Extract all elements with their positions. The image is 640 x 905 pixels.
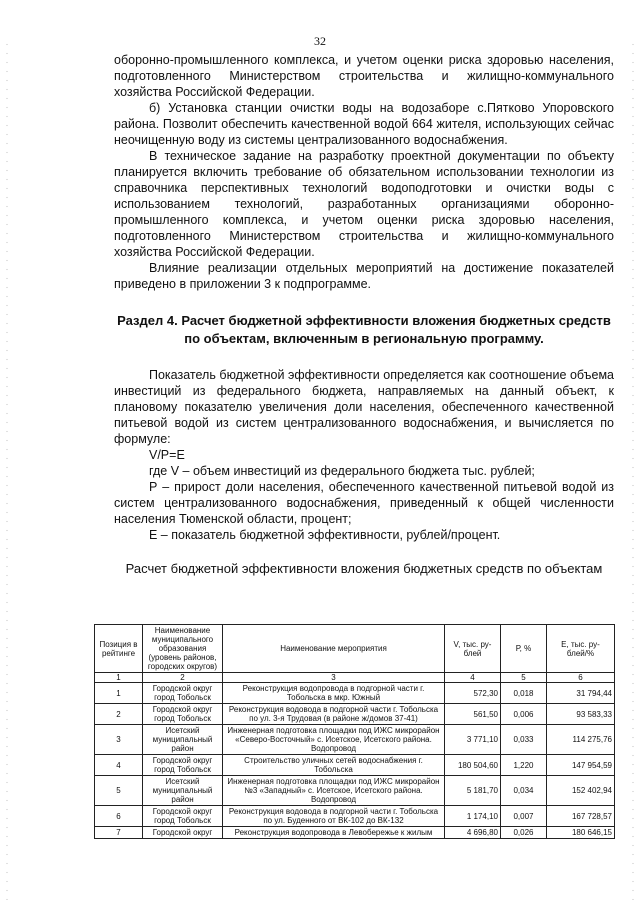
- header-position: Позиция в рейтинге: [95, 625, 143, 673]
- table-header-row: [95, 625, 615, 673]
- formula-intro: Показатель бюджетной эффективности определяется как соотношение объема инвестиций из федерального бюджета, направляемых на данный объект, к плановому показателю увеличения доли населения, обеспеченного качественной питьевой водой из систем централизованного водоснабжения, и вычисляется по формуле:: [114, 368, 614, 446]
- col-number: 5: [501, 673, 547, 683]
- document-body: [114, 52, 614, 589]
- cell-v: 180 504,60: [445, 755, 501, 776]
- cell-position: 7: [95, 827, 143, 839]
- cell-position: 4: [95, 755, 143, 776]
- cell-p: 1,220: [501, 755, 547, 776]
- cell-p: 0,018: [501, 683, 547, 704]
- header-v: V, тыс. ру-блей: [445, 625, 501, 673]
- cell-v: 5 181,70: [445, 776, 501, 806]
- cell-v: 4 696,80: [445, 827, 501, 839]
- definition: где V – объем инвестиций из федерального бюджета тыс. рублей;: [149, 464, 535, 478]
- efficiency-table: [94, 624, 615, 839]
- col-number: 6: [547, 673, 615, 683]
- paragraph: Влияние реализации отдельных мероприятий на достижение показателей приведено в приложении 3 к подпрограмме.: [114, 261, 614, 291]
- table-title: Расчет бюджетной эффективности вложения бюджетных средств по объектам: [125, 561, 603, 576]
- col-number: 2: [143, 673, 223, 683]
- cell-p: 0,007: [501, 806, 547, 827]
- cell-e: 93 583,33: [547, 704, 615, 725]
- table-row: [95, 755, 615, 776]
- cell-v: 3 771,10: [445, 725, 501, 755]
- header-event: Наименование мероприятия: [223, 625, 445, 673]
- cell-position: 3: [95, 725, 143, 755]
- cell-e: 152 402,94: [547, 776, 615, 806]
- formula: V/P=E: [149, 448, 185, 462]
- cell-event: Строительство уличных сетей водоснабжения г. Тобольска: [223, 755, 445, 776]
- cell-position: 1: [95, 683, 143, 704]
- table-row: [95, 827, 615, 839]
- table-row: [95, 704, 615, 725]
- cell-e: 147 954,59: [547, 755, 615, 776]
- cell-position: 5: [95, 776, 143, 806]
- cell-p: 0,034: [501, 776, 547, 806]
- table-row: [95, 725, 615, 755]
- cell-e: 114 275,76: [547, 725, 615, 755]
- cell-p: 0,026: [501, 827, 547, 839]
- cell-p: 0,006: [501, 704, 547, 725]
- cell-municipality: Городской округ город Тобольск: [143, 683, 223, 704]
- table-row: [95, 776, 615, 806]
- cell-municipality: Городской округ город Тобольск: [143, 704, 223, 725]
- col-number: 1: [95, 673, 143, 683]
- cell-e: 31 794,44: [547, 683, 615, 704]
- cell-event: Инженерная подготовка площадки под ИЖС микрорайон «Северо-Восточный» с. Исетское, Исетского района. Водопровод: [223, 725, 445, 755]
- col-number: 4: [445, 673, 501, 683]
- cell-municipality: Исетский муниципальный район: [143, 776, 223, 806]
- header-e: Е, тыс. ру-блей/%: [547, 625, 615, 673]
- page-number: 32: [314, 34, 326, 48]
- definition: Е – показатель бюджетной эффективности, рублей/процент.: [149, 528, 501, 542]
- cell-event: Реконструкция водопровода в подгорной части г. Тобольска в мкр. Южный: [223, 683, 445, 704]
- column-number-row: [95, 673, 615, 683]
- cell-e: 167 728,57: [547, 806, 615, 827]
- scan-edge-dots-right: [632, 40, 634, 900]
- header-p: Р, %: [501, 625, 547, 673]
- cell-municipality: Городской округ город Тобольск: [143, 755, 223, 776]
- cell-event: Реконструкция водопровода в Левобережье к жилым: [223, 827, 445, 839]
- cell-v: 561,50: [445, 704, 501, 725]
- section-heading: Раздел 4. Расчет бюджетной эффективности вложения бюджетных средств по объектам, включенным в региональную программу.: [117, 313, 611, 346]
- table-row: [95, 683, 615, 704]
- cell-municipality: Городской округ город Тобольск: [143, 806, 223, 827]
- cell-municipality: Городской округ: [143, 827, 223, 839]
- col-number: 3: [223, 673, 445, 683]
- cell-position: 6: [95, 806, 143, 827]
- cell-position: 2: [95, 704, 143, 725]
- cell-v: 572,30: [445, 683, 501, 704]
- cell-event: Реконструкция водовода в подгорной части г. Тобольска по ул. 3-я Трудовая (в районе ж/домов 37-41): [223, 704, 445, 725]
- cell-p: 0,033: [501, 725, 547, 755]
- scan-edge-dots-left: [6, 40, 8, 900]
- definition: Р – прирост доли населения, обеспеченного качественной питьевой водой из систем централизованного водоснабжения, приведенный к общей численности населения Тюменской области, процент;: [114, 480, 614, 526]
- paragraph: оборонно-промышленного комплекса, и учетом оценки риска здоровью населения, подготовленного Министерством строительства и жилищно-коммунального хозяйства Российской Федерации.: [114, 53, 614, 99]
- cell-e: 180 646,15: [547, 827, 615, 839]
- paragraph: б) Установка станции очистки воды на водозаборе с.Пятково Упоровского района. Позволит обеспечить качественной водой 664 жителя, использующих сейчас неочищенную воду из системы централизованного водоснабжения.: [114, 101, 614, 147]
- cell-v: 1 174,10: [445, 806, 501, 827]
- cell-event: Реконструкция водовода в подгорной части г. Тобольска по ул. Буденного от ВК-102 до ВК-132: [223, 806, 445, 827]
- header-municipality: Наименование муниципального образования (уровень районов, городских округов): [143, 625, 223, 673]
- paragraph: В техническое задание на разработку проектной документации по объекту планируется включить требование об обязательном использовании технологии из справочника перспективных технологий водоподготовки и очистки воды с использованием технологий, разработанных организациями оборонно-промышленного комплекса, и учетом оценки риска здоровью населения, подготовленного Министерством строительства и жилищно-коммунального хозяйства Российской Федерации.: [114, 149, 614, 259]
- table-row: [95, 806, 615, 827]
- cell-event: Инженерная подготовка площадки под ИЖС микрорайон №3 «Западный» с. Исетское, Исетского района. Водопровод: [223, 776, 445, 806]
- cell-municipality: Исетский муниципальный район: [143, 725, 223, 755]
